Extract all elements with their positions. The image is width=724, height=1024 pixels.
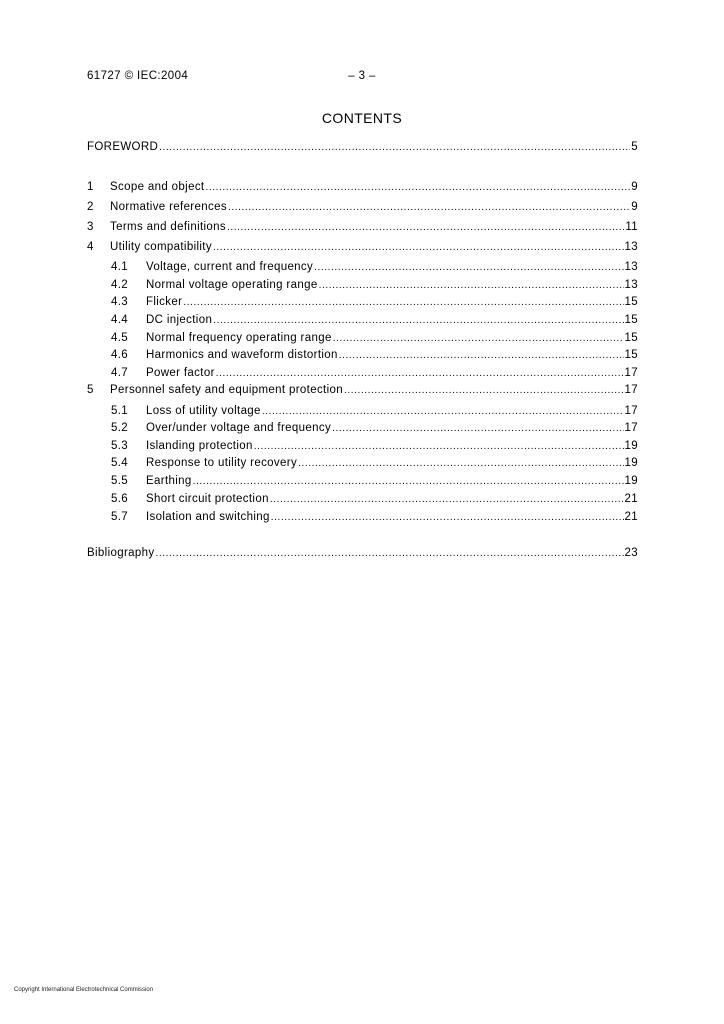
contents-heading: CONTENTS bbox=[321, 110, 403, 126]
toc-entry-number: 1 bbox=[87, 181, 94, 193]
toc-entry-section-4-6[interactable] bbox=[111, 347, 638, 363]
toc-entry-title: Isolation and switching bbox=[146, 511, 270, 523]
toc-entry-section-1[interactable] bbox=[87, 179, 638, 195]
toc-leader-dots bbox=[213, 313, 623, 329]
toc-entry-section-5-5[interactable] bbox=[111, 473, 638, 489]
toc-entry-section-5-7[interactable] bbox=[111, 509, 638, 525]
toc-entry-page: 11 bbox=[625, 221, 638, 233]
toc-entry-section-4-4[interactable] bbox=[111, 312, 638, 328]
toc-leader-dots bbox=[216, 366, 624, 382]
toc-entry-number: 5.1 bbox=[111, 405, 129, 417]
toc-entry-title: Loss of utility voltage bbox=[146, 405, 261, 417]
toc-entry-page: 17 bbox=[624, 367, 638, 379]
toc-entry-number: 5.7 bbox=[111, 511, 129, 523]
toc-entry-number: 5.4 bbox=[111, 457, 129, 469]
toc-entry-section-5-2[interactable] bbox=[111, 420, 638, 436]
document-id: 61727 © IEC:2004 bbox=[87, 70, 189, 82]
toc-entry-number: 4.5 bbox=[111, 332, 129, 344]
toc-entry-page: 15 bbox=[624, 332, 638, 344]
toc-leader-dots bbox=[332, 421, 623, 437]
toc-leader-dots bbox=[271, 510, 624, 526]
toc-entry-page: 15 bbox=[624, 314, 638, 326]
toc-entry-page: 13 bbox=[624, 279, 638, 291]
toc-entry-section-4-7[interactable] bbox=[111, 365, 638, 381]
toc-entry-page: 19 bbox=[624, 457, 638, 469]
toc-leader-dots bbox=[213, 240, 624, 256]
toc-entry-title: Power factor bbox=[146, 367, 215, 379]
toc-entry-title: Flicker bbox=[146, 296, 183, 308]
toc-entry-title: Voltage, current and frequency bbox=[146, 261, 314, 273]
toc-leader-dots bbox=[254, 439, 624, 455]
toc-entry-number: 5.2 bbox=[111, 422, 129, 434]
toc-entry-number: 4.3 bbox=[111, 296, 129, 308]
toc-entry-title: Scope and object bbox=[110, 181, 205, 193]
toc-leader-dots bbox=[344, 383, 624, 399]
toc-entry-title: Islanding protection bbox=[146, 440, 253, 452]
toc-entry-page: 13 bbox=[624, 241, 638, 253]
toc-entry-title: Harmonics and waveform distortion bbox=[146, 349, 338, 361]
toc-leader-dots bbox=[262, 404, 624, 420]
toc-leader-dots bbox=[319, 278, 624, 294]
toc-leader-dots bbox=[183, 295, 623, 311]
toc-entry-title: Terms and definitions bbox=[110, 221, 227, 233]
toc-entry-number: 4.4 bbox=[111, 314, 129, 326]
toc-entry-title: Utility compatibility bbox=[110, 241, 212, 253]
toc-entry-page: 21 bbox=[624, 493, 638, 505]
toc-entry-page: 19 bbox=[624, 475, 638, 487]
toc-entry-number: 5.5 bbox=[111, 475, 129, 487]
toc-entry-number: 2 bbox=[87, 201, 94, 213]
toc-entry-section-4-1[interactable] bbox=[111, 259, 638, 275]
toc-entry-page: 13 bbox=[624, 261, 638, 273]
toc-entry-page: 15 bbox=[624, 349, 638, 361]
toc-entry-number: 5 bbox=[87, 384, 94, 396]
toc-entry-foreword[interactable] bbox=[87, 139, 638, 155]
toc-entry-section-5-1[interactable] bbox=[111, 403, 638, 419]
toc-leader-dots bbox=[205, 180, 630, 196]
toc-leader-dots bbox=[314, 260, 623, 276]
toc-entry-title: Normal voltage operating range bbox=[146, 279, 318, 291]
toc-entry-section-3[interactable] bbox=[87, 219, 638, 235]
toc-entry-number: 5.3 bbox=[111, 440, 129, 452]
toc-entry-title: Normal frequency operating range bbox=[146, 332, 332, 344]
toc-leader-dots bbox=[159, 140, 630, 156]
toc-entry-section-4[interactable] bbox=[87, 239, 638, 255]
toc-entry-section-4-5[interactable] bbox=[111, 330, 638, 346]
toc-leader-dots bbox=[333, 331, 624, 347]
toc-entry-title: Earthing bbox=[146, 475, 192, 487]
toc-leader-dots bbox=[228, 200, 630, 216]
toc-entry-section-5-4[interactable] bbox=[111, 455, 638, 471]
toc-entry-number: 4.1 bbox=[111, 261, 129, 273]
toc-leader-dots bbox=[227, 220, 624, 236]
toc-entry-number: 4.2 bbox=[111, 279, 129, 291]
toc-leader-dots bbox=[270, 492, 624, 508]
toc-entry-number: 5.6 bbox=[111, 493, 129, 505]
toc-entry-title: Short circuit protection bbox=[146, 493, 269, 505]
toc-entry-title: Normative references bbox=[110, 201, 227, 213]
toc-entry-title: FOREWORD bbox=[87, 141, 159, 153]
toc-entry-title: Bibliography bbox=[87, 547, 155, 559]
toc-entry-section-5[interactable] bbox=[87, 382, 638, 398]
toc-entry-title: DC injection bbox=[146, 314, 213, 326]
page-number: – 3 – bbox=[348, 70, 376, 82]
copyright-footer: Copyright International Electrotechnical Commission bbox=[14, 987, 154, 993]
toc-entry-section-4-2[interactable] bbox=[111, 277, 638, 293]
toc-entry-number: 3 bbox=[87, 221, 94, 233]
toc-leader-dots bbox=[156, 546, 624, 562]
toc-entry-page: 17 bbox=[624, 405, 638, 417]
toc-entry-number: 4 bbox=[87, 241, 94, 253]
toc-entry-page: 9 bbox=[631, 201, 638, 213]
toc-leader-dots bbox=[339, 348, 624, 364]
toc-entry-bibliography[interactable] bbox=[87, 545, 638, 561]
toc-entry-number: 4.6 bbox=[111, 349, 129, 361]
toc-entry-page: 5 bbox=[631, 141, 638, 153]
toc-leader-dots bbox=[298, 456, 623, 472]
toc-entry-number: 4.7 bbox=[111, 367, 129, 379]
toc-entry-page: 23 bbox=[624, 547, 638, 559]
toc-entry-section-5-6[interactable] bbox=[111, 491, 638, 507]
toc-entry-page: 21 bbox=[624, 511, 638, 523]
toc-entry-section-2[interactable] bbox=[87, 199, 638, 215]
toc-entry-page: 9 bbox=[631, 181, 638, 193]
toc-entry-title: Personnel safety and equipment protection bbox=[110, 384, 343, 396]
toc-leader-dots bbox=[193, 474, 624, 490]
toc-entry-title: Over/under voltage and frequency bbox=[146, 422, 332, 434]
toc-entry-page: 17 bbox=[624, 422, 638, 434]
toc-entry-page: 17 bbox=[624, 384, 638, 396]
toc-entry-section-5-3[interactable] bbox=[111, 438, 638, 454]
toc-entry-page: 15 bbox=[624, 296, 638, 308]
toc-entry-page: 19 bbox=[624, 440, 638, 452]
toc-entry-section-4-3[interactable] bbox=[111, 294, 638, 310]
toc-entry-title: Response to utility recovery bbox=[146, 457, 298, 469]
